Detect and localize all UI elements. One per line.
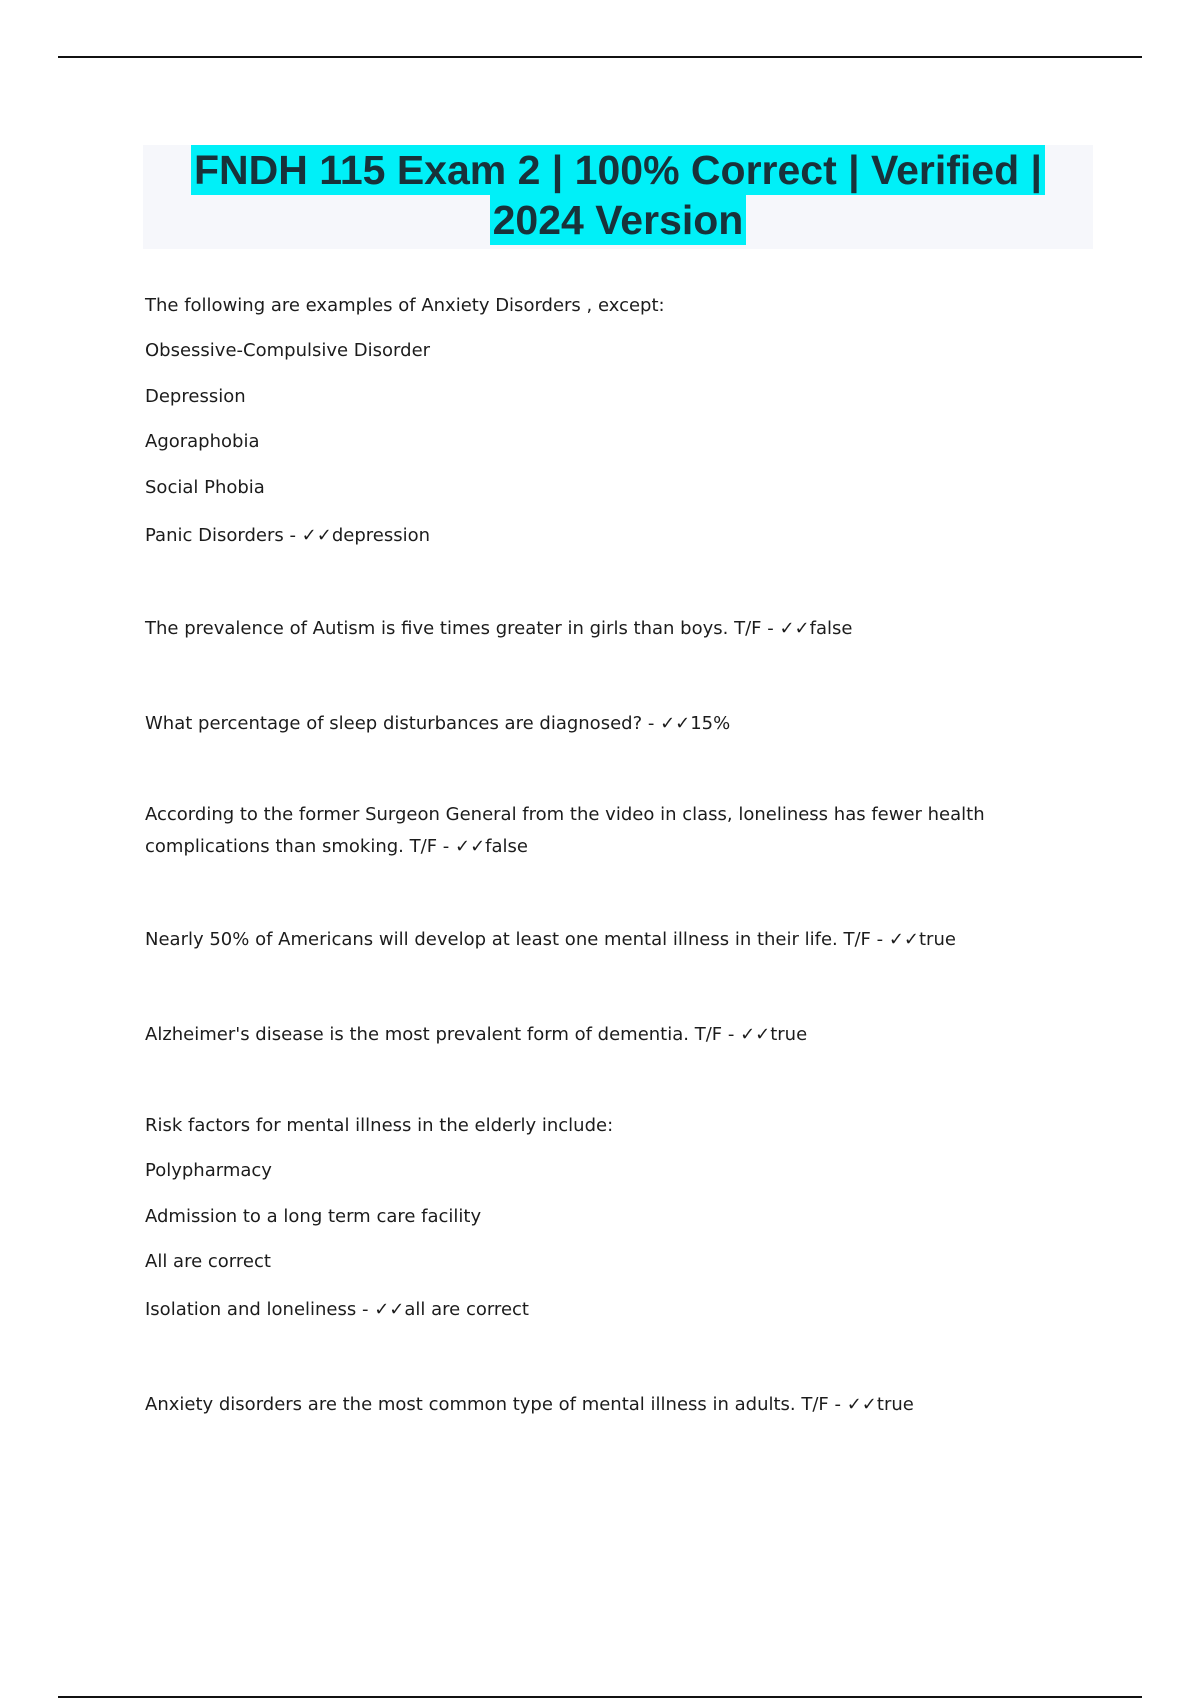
question-7-stem: Risk factors for mental illness in the elderly include: [145,1115,614,1136]
question-1-stem: The following are examples of Anxiety Disorders , except: [145,295,665,316]
question-4-line-1: According to the former Surgeon General from the video in class, loneliness has fewer health [145,804,985,825]
question-1-option: Social Phobia [145,477,265,498]
question-7-option: All are correct [145,1251,271,1272]
document-title [143,145,1093,249]
question-3: What percentage of sleep disturbances are diagnosed? - ✓✓15% [145,713,731,734]
title-line-2: 2024 Version [490,195,747,245]
question-4-line-2: complications than smoking. T/F - ✓✓false [145,836,528,857]
question-7-option: Admission to a long term care facility [145,1206,482,1227]
question-7-answer: Isolation and loneliness - ✓✓all are correct [145,1299,529,1320]
question-8: Anxiety disorders are the most common type of mental illness in adults. T/F - ✓✓true [145,1394,914,1415]
top-divider [58,56,1142,58]
question-1-option: Depression [145,386,246,407]
question-6: Alzheimer's disease is the most prevalent form of dementia. T/F - ✓✓true [145,1024,808,1045]
question-1-option: Agoraphobia [145,431,260,452]
question-1-answer: Panic Disorders - ✓✓depression [145,525,431,546]
question-1-option: Obsessive-Compulsive Disorder [145,340,431,361]
bottom-divider [58,1696,1142,1698]
question-7-option: Polypharmacy [145,1160,272,1181]
question-5: Nearly 50% of Americans will develop at least one mental illness in their life. T/F - ✓✓true [145,929,956,950]
title-line-1: FNDH 115 Exam 2 | 100% Correct | Verified | [191,145,1045,195]
question-2: The prevalence of Autism is five times greater in girls than boys. T/F - ✓✓false [145,618,853,639]
